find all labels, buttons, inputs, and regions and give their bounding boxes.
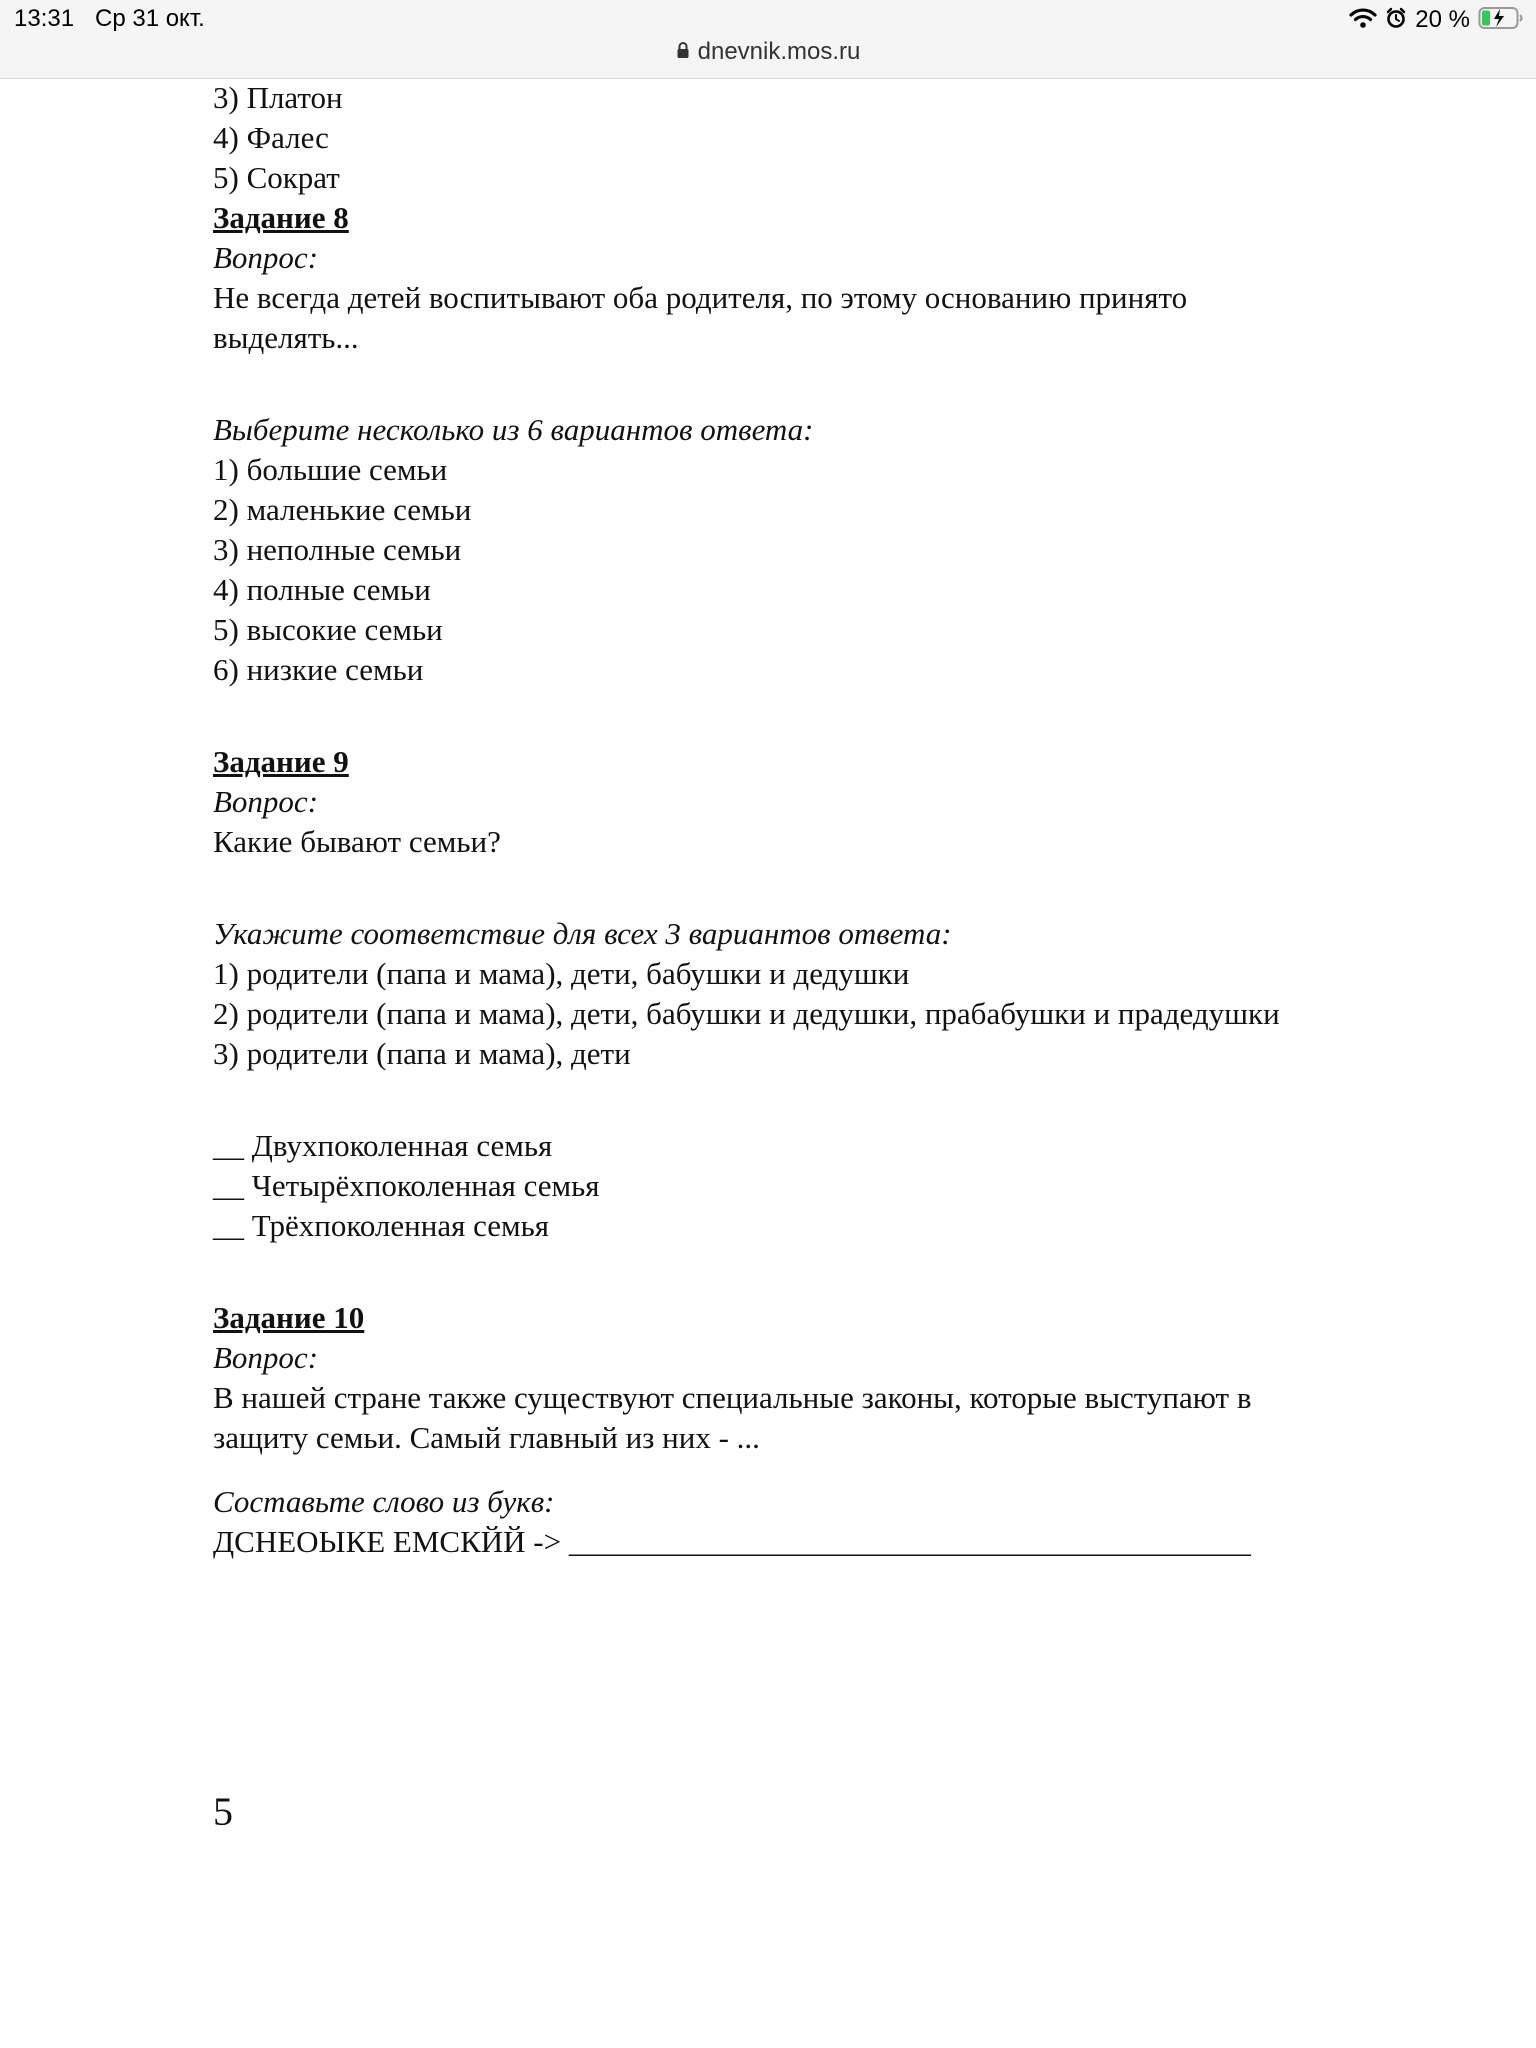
prev-option: 5) Сократ <box>213 160 340 195</box>
task9-match: __ Трёхпоколенная семья <box>213 1208 550 1243</box>
task8-option: 1) большие семьи <box>213 452 448 487</box>
page-number: 5 <box>213 1789 233 1834</box>
alarm-icon <box>1385 7 1407 34</box>
battery-charging-icon <box>1478 6 1524 35</box>
prev-option: 4) Фалес <box>213 120 329 155</box>
task8-heading: Задание 8 <box>213 200 349 235</box>
task8-option: 3) неполные семьи <box>213 532 462 567</box>
task9-heading: Задание 9 <box>213 744 349 779</box>
task8-question-label: Вопрос: <box>213 240 319 275</box>
document-page <box>213 58 1503 1562</box>
status-date: Ср 31 окт. <box>95 5 205 32</box>
task9-match: __ Двухпоколенная семья <box>213 1128 553 1163</box>
task10-heading: Задание 10 <box>213 1300 365 1335</box>
browser-top-bar <box>0 0 1536 79</box>
task10-instruction: Составьте слово из букв: <box>213 1484 555 1519</box>
task8-option: 5) высокие семьи <box>213 612 443 647</box>
status-indicators <box>1349 4 1524 36</box>
task9-instruction: Укажите соответствие для всех 3 вариантов ответа: <box>213 916 952 951</box>
battery-percent: 20 % <box>1415 6 1470 33</box>
address-bar[interactable] <box>0 38 1536 66</box>
task8-option: 2) маленькие семьи <box>213 492 472 527</box>
task10-letters: ДСНЕОЫКЕ ЕМСКЙЙ -> ____________________________________________ <box>213 1524 1251 1559</box>
task9-question: Какие бывают семьи? <box>213 824 501 859</box>
task9-option: 2) родители (папа и мама), дети, бабушки и дедушки, прабабушки и прадедушки <box>213 996 1280 1031</box>
task9-question-label: Вопрос: <box>213 784 319 819</box>
url-text: dnevnik.mos.ru <box>697 38 861 65</box>
task10-question: защиту семьи. Самый главный из них - ... <box>213 1420 760 1455</box>
task9-match: __ Четырёхпоколенная семья <box>213 1168 600 1203</box>
task8-question: Не всегда детей воспитывают оба родителя, по этому основанию принято <box>213 280 1188 315</box>
status-time: 13:31 <box>14 5 75 32</box>
wifi-icon <box>1349 7 1377 34</box>
task8-question: выделять... <box>213 320 359 355</box>
task10-question: В нашей стране также существуют специальные законы, которые выступают в <box>213 1380 1252 1415</box>
task9-option: 1) родители (папа и мама), дети, бабушки и дедушки <box>213 956 910 991</box>
task8-instruction: Выберите несколько из 6 вариантов ответа: <box>213 412 814 447</box>
lock-icon <box>676 41 690 64</box>
prev-option: 3) Платон <box>213 80 343 115</box>
task10-question-label: Вопрос: <box>213 1340 319 1375</box>
task8-option: 6) низкие семьи <box>213 652 424 687</box>
task9-option: 3) родители (папа и мама), дети <box>213 1036 631 1071</box>
task8-option: 4) полные семьи <box>213 572 431 607</box>
